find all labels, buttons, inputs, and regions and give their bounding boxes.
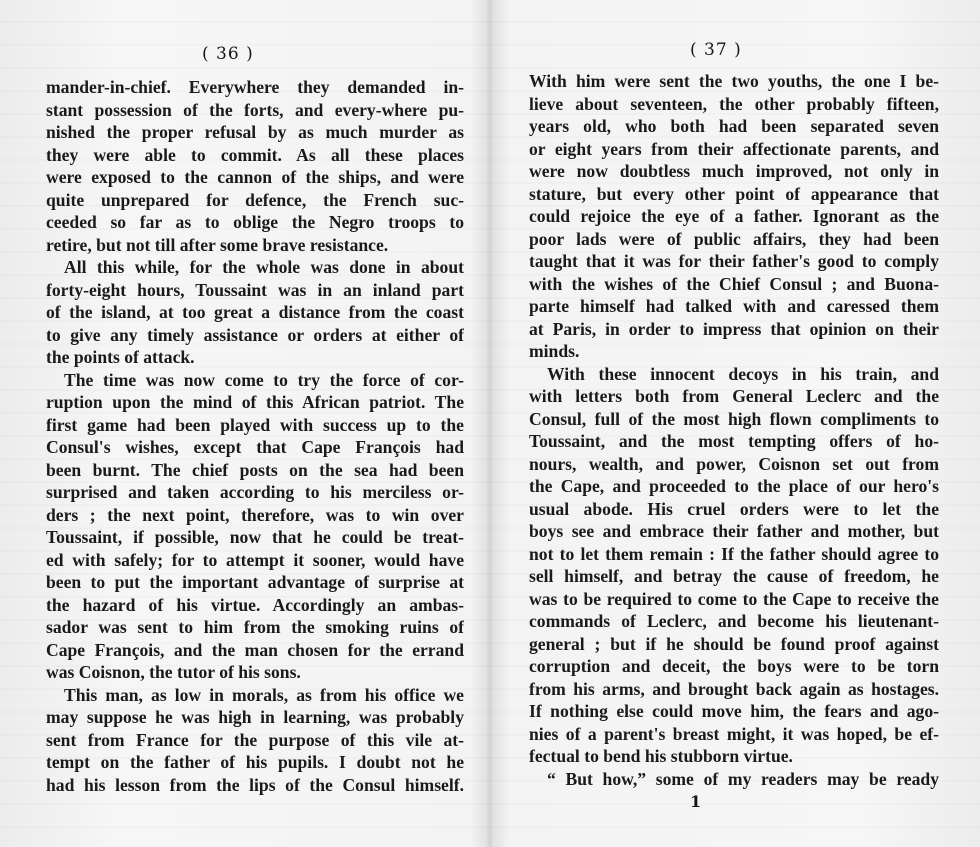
text-line: of the island, at too great a distance from the coast: [46, 302, 464, 322]
text-line: the points of attack.: [46, 347, 195, 367]
text-line: usual abode. His cruel orders were to let the: [529, 498, 939, 519]
text-line: was Coisnon, the tutor of his sons.: [46, 662, 301, 682]
text-line: mander-in-chief. Everywhere they demanded in-: [46, 77, 464, 97]
text-line: ceeded so far as to oblige the Negro troops to: [46, 212, 464, 232]
text-line: nours, wealth, and power, Coisnon set out from: [529, 453, 939, 474]
text-line: boys see and embrace their father and mother, but: [529, 521, 939, 541]
text-line: Consul, full of the most high flown compliments to: [529, 408, 939, 429]
text-line: general ; but if he should be found proof against: [529, 633, 939, 654]
text-line: forty-eight hours, Toussaint was in an inland part: [46, 279, 464, 300]
text-line: were exposed to the cannon of the ships, and were: [46, 167, 464, 187]
text-line: With him were sent the two youths, the one I be-: [529, 71, 939, 91]
text-line: All this while, for the whole was done in about: [64, 257, 464, 277]
text-line: ders ; the next point, therefore, was to win over: [46, 504, 464, 525]
text-line: they were able to commit. As all these places: [46, 144, 464, 165]
text-line: Cape François, and the man chosen for the errand: [46, 639, 464, 660]
text-line: lieve about seventeen, the other probably fifteen,: [529, 93, 939, 114]
text-line: been burnt. The chief posts on the sea had been: [46, 459, 464, 480]
text-line: sell himself, and betray the cause of freedom, he: [529, 566, 939, 586]
text-line: sent from France for the purpose of this vile at-: [46, 729, 464, 750]
text-line: the Cape, and proceeded to the place of our hero's: [529, 476, 939, 496]
right-page-number: ( 37 ): [690, 40, 742, 60]
text-line: or eight years from their affectionate parents, and: [529, 138, 939, 159]
text-line: with the wishes of the Chief Consul ; and Buona-: [529, 273, 939, 294]
text-line: quite unprepared for defence, the French suc-: [46, 189, 464, 210]
text-line: could rejoice the eye of a father. Ignorant as the: [529, 206, 939, 226]
text-line: tempt on the father of his pupils. I doubt not he: [46, 752, 464, 772]
text-line: corruption and deceit, the boys were to be torn: [529, 656, 939, 676]
book-gutter: [486, 0, 494, 847]
left-page-number: ( 36 ): [202, 44, 254, 64]
text-line: If nothing else could move him, the fears and ago-: [529, 701, 939, 721]
text-line: This man, as low in morals, as from his office we: [64, 684, 464, 705]
signature-mark: 1: [690, 792, 702, 811]
text-line: may suppose he was high in learning, was probably: [46, 707, 464, 727]
text-line: first game had been played with success up to the: [46, 414, 464, 435]
text-line: been to put the important advantage of surprise at: [46, 572, 464, 592]
text-line: parte himself had talked with and caressed them: [529, 296, 939, 316]
text-line: surprised and taken according to his merciless or-: [46, 482, 464, 502]
text-line: had his lesson from the lips of the Consul himself.: [46, 774, 464, 795]
text-line: poor lads were of public affairs, they had been: [529, 228, 939, 249]
text-line: The time was now come to try the force of cor-: [64, 369, 464, 390]
left-page-text: [46, 76, 464, 796]
text-line: sador was sent to him from the smoking ruins of: [46, 617, 464, 637]
text-line: Toussaint, if possible, now that he could be treat-: [46, 527, 464, 547]
text-line: fectual to bend his stubborn virtue.: [529, 746, 793, 766]
text-line: the hazard of his virtue. Accordingly an ambas-: [46, 594, 464, 615]
text-line: commands of Leclerc, and become his lieutenant-: [529, 611, 939, 631]
text-line: stature, but every other point of appearance that: [529, 183, 939, 204]
text-line: with letters both from General Leclerc and the: [529, 386, 939, 406]
text-line: stant possession of the forts, and every-where pu-: [46, 99, 464, 120]
text-line: retire, but not till after some brave resistance.: [46, 234, 389, 255]
text-line: taught that it was for their father's good to comply: [529, 251, 939, 271]
text-line: were now doubtless much improved, not only in: [529, 161, 939, 181]
text-line: not to let them remain : If the father should agree to: [529, 543, 939, 564]
text-line: to give any timely assistance or orders at either of: [46, 324, 464, 345]
text-line: ed with safely; for to attempt it sooner, would have: [46, 549, 464, 570]
text-line: “ But how,” some of my readers may be ready: [547, 768, 939, 789]
text-line: nished the proper refusal by as much murder as: [46, 122, 464, 142]
text-line: nies of a parent's breast might, it was hoped, be ef-: [529, 723, 939, 744]
text-line: ruption upon the mind of this African patriot. The: [46, 392, 464, 412]
text-line: at Paris, in order to impress that opinion on their: [529, 318, 939, 339]
right-page-text: [529, 70, 939, 790]
text-line: was to be required to come to the Cape to receive the: [529, 588, 939, 609]
text-line: minds.: [529, 341, 580, 361]
text-line: With these innocent decoys in his train, and: [547, 363, 939, 384]
text-line: Consul's wishes, except that Cape François had: [46, 437, 464, 457]
text-line: Toussaint, and the most tempting offers of ho-: [529, 431, 939, 451]
text-line: years old, who both had been separated seven: [529, 116, 939, 136]
text-line: from his arms, and brought back again as hostages.: [529, 678, 939, 699]
